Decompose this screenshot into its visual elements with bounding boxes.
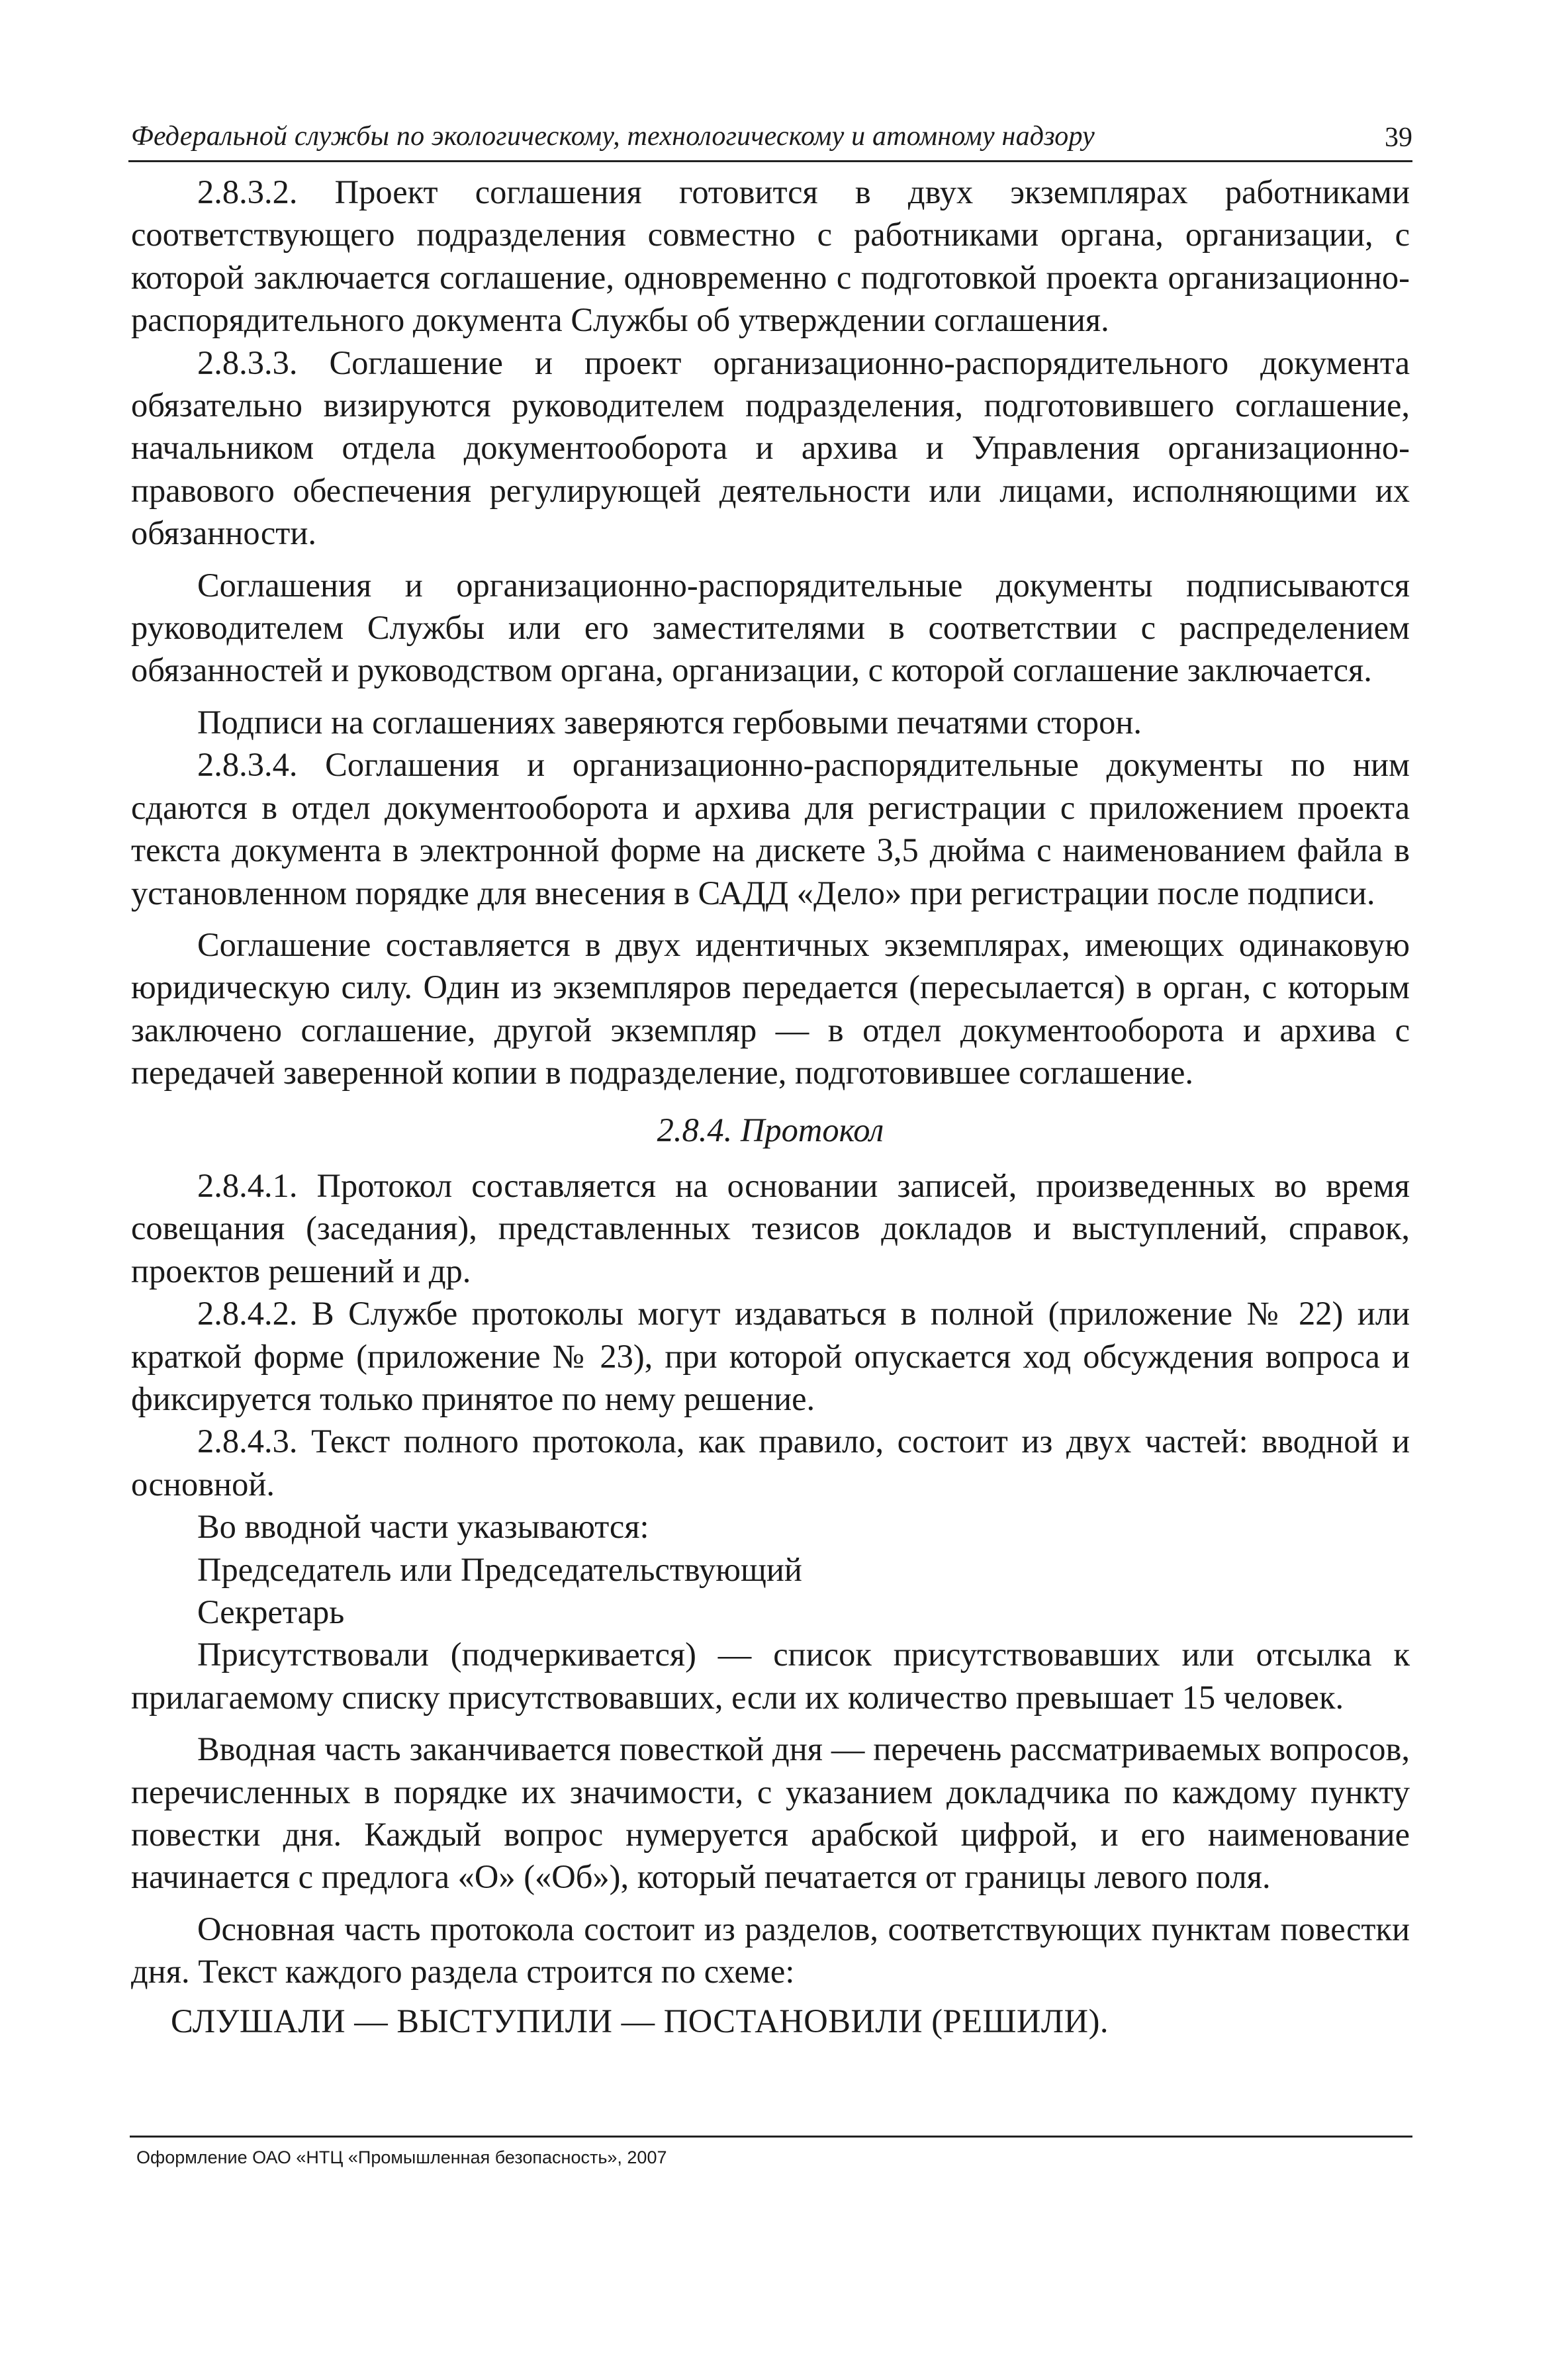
paragraph-2-8-3-3: 2.8.3.3. Соглашение и проект организационно-распорядительного документа обязательно визируются руководителем подразделения, подготовившего соглашение, начальником отдела документооборота и архива и Управления организационно-правового обеспечения регулирующей деятельности или лицами, исполняющими их обязанности. [131,344,1410,552]
paragraph-present: Присутствовали (подчеркивается) — список присутствовавших или отсылка к прилагаемому списку присутствовавших, если их количество превышает 15 человек. [131,1636,1410,1716]
paragraph-2-8-4-1: 2.8.4.1. Протокол составляется на основании записей, произведенных во время совещания (заседания), представленных тезисов докладов и выступлений, справок, проектов решений и др. [131,1166,1410,1290]
paragraph-chairman: Председатель или Председательствующий [197,1550,802,1588]
paragraph-2-8-4-3: 2.8.4.3. Текст полного протокола, как правило, состоит из двух частей: вводной и основной. [131,1423,1410,1503]
document-body [131,171,1410,2042]
paragraph-agenda: Вводная часть заканчивается повесткой дня — перечень рассматриваемых вопросов, перечисленных в порядке их значимости, с указанием докладчика по каждому пункту повестки дня. Каждый вопрос нумеруется арабской цифрой, и его наименование начинается с предлога «О» («Об»), который печатается от границы левого поля. [131,1730,1410,1896]
paragraph-signing: Соглашения и организационно-распорядительные документы подписываются руководителем Службы или его заместителями в соответствии с распределением обязанностей и руководством органа, организации, с которой соглашение заключается. [131,566,1410,689]
page-number: 39 [1385,122,1412,153]
footer-text: Оформление ОАО «НТЦ «Промышленная безопасность», 2007 [136,2147,667,2167]
paragraph-main-part: Основная часть протокола состоит из разделов, соответствующих пунктам повестки дня. Текст каждого раздела строится по схеме: [131,1910,1410,1991]
footer-rule [130,2136,1412,2138]
paragraph-2-8-4-2: 2.8.4.2. В Службе протоколы могут издаваться в полной (приложение № 22) или краткой форме (приложение № 23), при которой опускается ход обсуждения вопроса и фиксируется только принятое по нему решение. [131,1295,1410,1417]
header-title: Федеральной службы по экологическому, технологическому и атомному надзору [131,121,1095,152]
paragraph-2-8-3-2: 2.8.3.2. Проект соглашения готовится в двух экземплярах работниками соответствующего подразделения совместно с работниками органа, организации, с которой заключается соглашение, одновременно с подготовкой проекта организационно-распорядительного документа Службы об утверждении соглашения. [131,173,1410,339]
paragraph-copies: Соглашение составляется в двух идентичных экземплярах, имеющих одинаковую юридическую силу. Один из экземпляров передается (пересылается) в орган, с которым заключено соглашение, другой экземпляр — в отдел документооборота и архива с передачей заверенной копии в подразделение, подготовившее соглашение. [131,925,1410,1092]
paragraph-scheme: СЛУШАЛИ — ВЫСТУПИЛИ — ПОСТАНОВИЛИ (РЕШИЛИ). [171,2002,1109,2040]
paragraph-2-8-3-4: 2.8.3.4. Соглашения и организационно-распорядительные документы по ним сдаются в отдел документооборота и архива для регистрации с приложением проекта текста документа в электронной форме на дискете 3,5 дюйма с наименованием файла в установленном порядке для внесения в САДД «Дело» при регистрации после подписи. [131,746,1410,912]
paragraph-intro-part: Во вводной части указываются: [197,1508,649,1546]
running-header [128,117,1412,162]
paragraph-seals: Подписи на соглашениях заверяются гербовыми печатями сторон. [197,703,1142,741]
paragraph-secretary: Секретарь [197,1593,345,1630]
section-heading: 2.8.4. Протокол [657,1111,884,1149]
